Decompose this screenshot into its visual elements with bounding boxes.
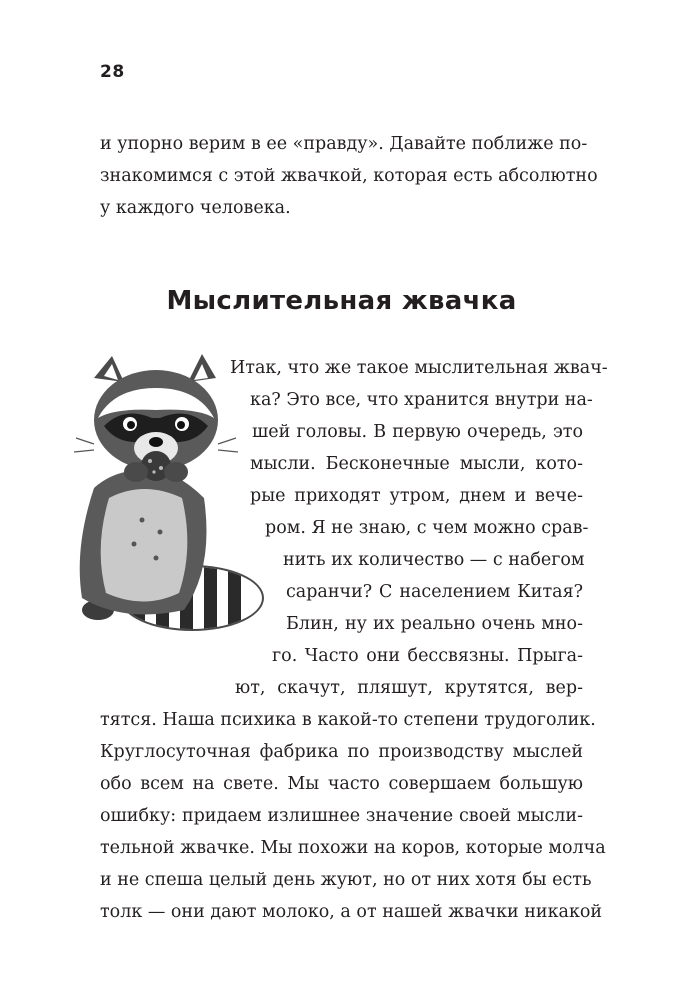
wrapped-line-6: ром. Я не знаю, с чем можно срав- [265, 518, 589, 538]
full-line-3: обо всем на свете. Мы часто совершаем большую [100, 774, 583, 794]
intro-line-2: знакомимся с этой жвачкой, которая есть абсолютно [100, 166, 598, 186]
wrapped-line-10: го. Часто они бессвязны. Прыга- [272, 646, 583, 666]
wrapped-line-5: рые приходят утром, днем и вече- [250, 486, 583, 506]
wrapped-line-8: саранчи? С населением Китая? [286, 582, 583, 602]
raccoon-illustration-icon [64, 348, 264, 638]
wrapped-line-7: нить их количество — с набегом [283, 550, 585, 570]
wrapped-line-2: ка? Это все, что хранится внутри на- [250, 390, 593, 410]
intro-line-3: у каждого человека. [100, 198, 291, 218]
wrapped-line-3: шей головы. В первую очередь, это [252, 422, 583, 442]
full-line-7: толк — они дают молоко, а от нашей жвачки никакой [100, 902, 603, 922]
wrapped-line-11: ют, скачут, пляшут, крутятся, вер- [235, 678, 583, 698]
page-number: 28 [100, 62, 125, 82]
section-heading: Мыслительная жвачка [166, 286, 517, 316]
full-line-5: тельной жвачке. Мы похожи на коров, которые молча [100, 838, 606, 858]
full-line-4: ошибку: придаем излишнее значение своей мысли- [100, 806, 583, 826]
full-line-2: Круглосуточная фабрика по производству мыслей [100, 742, 583, 762]
intro-line-1: и упорно верим в ее «правду». Давайте поближе по- [100, 134, 588, 154]
full-line-1: тятся. Наша психика в какой-то степени трудоголик. [100, 710, 596, 730]
wrapped-line-1: Итак, что же такое мыслительная жвач- [230, 358, 608, 378]
wrapped-line-4: мысли. Бесконечные мысли, кото- [250, 454, 583, 474]
full-line-6: и не спеша целый день жуют, но от них хотя бы есть [100, 870, 592, 890]
wrapped-line-9: Блин, ну их реально очень мно- [286, 614, 583, 634]
